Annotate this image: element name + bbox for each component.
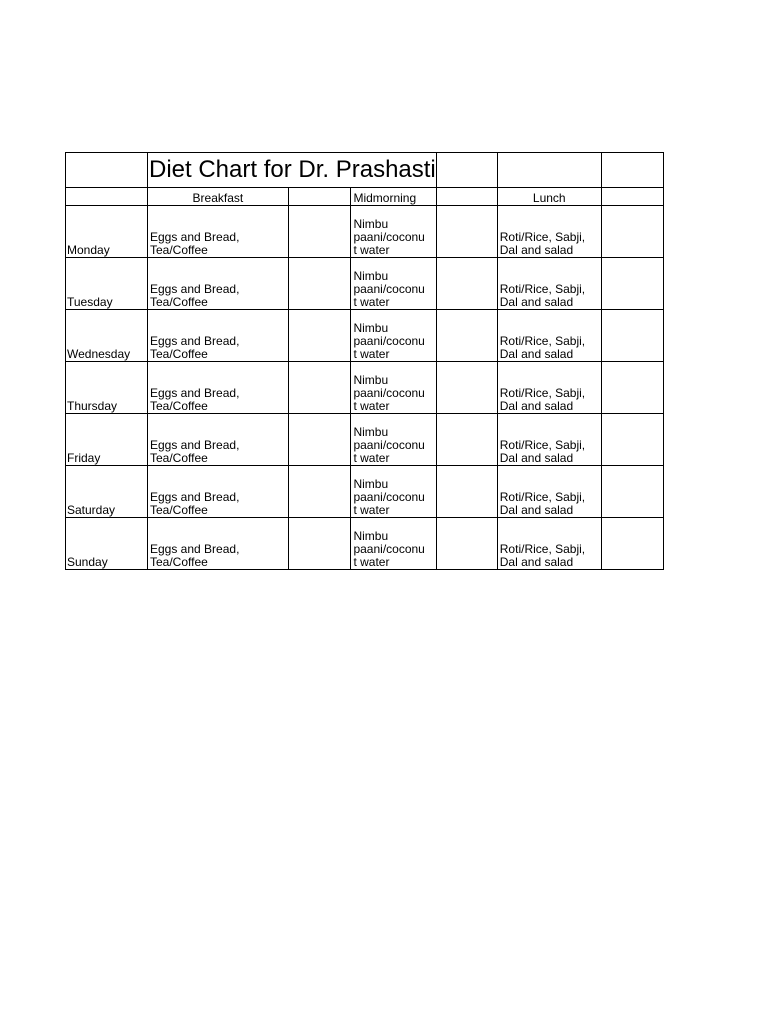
midmorning-cell xyxy=(351,258,436,310)
lunch-cell xyxy=(497,466,601,518)
cell-line: Tea/Coffee xyxy=(150,347,208,361)
lunch-cell xyxy=(497,362,601,414)
empty-header-cell xyxy=(66,188,148,206)
lunch-cell xyxy=(497,518,601,570)
cell-line: Tea/Coffee xyxy=(150,399,208,413)
cell-line: Nimbu xyxy=(353,321,389,335)
cell-line: Eggs and Bread, xyxy=(150,230,240,244)
lunch-cell xyxy=(497,414,601,466)
header-lunch: Lunch xyxy=(497,188,601,206)
breakfast-cell xyxy=(148,310,289,362)
table-row xyxy=(66,414,664,466)
cell-line: Nimbu xyxy=(353,269,389,283)
cell-line: Eggs and Bread, xyxy=(150,386,240,400)
day-cell: Wednesday xyxy=(66,310,148,362)
cell-line: Nimbu xyxy=(353,477,389,491)
cell-line: Roti/Rice, Sabji, xyxy=(499,490,586,504)
empty-cell xyxy=(66,153,148,188)
cell-line: Eggs and Bread, xyxy=(150,334,240,348)
lunch-cell xyxy=(497,258,601,310)
day-cell: Monday xyxy=(66,206,148,258)
empty-cell xyxy=(288,310,351,362)
empty-cell xyxy=(436,466,497,518)
cell-line: paani/coconu xyxy=(353,542,425,556)
midmorning-cell xyxy=(351,414,436,466)
midmorning-cell xyxy=(351,310,436,362)
empty-cell xyxy=(601,466,663,518)
table-row xyxy=(66,206,664,258)
cell-line: Dal and salad xyxy=(499,347,574,361)
title-row xyxy=(66,153,664,188)
breakfast-cell xyxy=(148,258,289,310)
empty-cell xyxy=(497,153,601,188)
midmorning-cell xyxy=(351,362,436,414)
cell-line: Dal and salad xyxy=(499,399,574,413)
empty-header-cell xyxy=(436,188,497,206)
cell-line: Dal and salad xyxy=(499,295,574,309)
empty-cell xyxy=(436,258,497,310)
table-row xyxy=(66,362,664,414)
empty-cell xyxy=(601,258,663,310)
empty-cell xyxy=(601,414,663,466)
cell-line: Eggs and Bread, xyxy=(150,282,240,296)
table-row xyxy=(66,518,664,570)
cell-line: t water xyxy=(353,451,390,465)
midmorning-cell xyxy=(351,206,436,258)
chart-title: Diet Chart for Dr. Prashasti xyxy=(148,153,437,188)
empty-cell xyxy=(601,362,663,414)
empty-header-cell xyxy=(288,188,351,206)
cell-line: Nimbu xyxy=(353,217,389,231)
cell-line: Roti/Rice, Sabji, xyxy=(499,542,586,556)
lunch-cell xyxy=(497,206,601,258)
header-row xyxy=(66,188,664,206)
midmorning-cell xyxy=(351,518,436,570)
empty-cell xyxy=(288,258,351,310)
cell-line: Roti/Rice, Sabji, xyxy=(499,438,586,452)
cell-line: Eggs and Bread, xyxy=(150,490,240,504)
cell-line: Roti/Rice, Sabji, xyxy=(499,282,586,296)
cell-line: paani/coconu xyxy=(353,386,425,400)
cell-line: t water xyxy=(353,243,390,257)
day-cell: Friday xyxy=(66,414,148,466)
header-breakfast: Breakfast xyxy=(148,188,289,206)
midmorning-cell xyxy=(351,466,436,518)
cell-line: Roti/Rice, Sabji, xyxy=(499,334,586,348)
cell-line: Dal and salad xyxy=(499,503,574,517)
cell-line: Dal and salad xyxy=(499,555,574,569)
cell-line: Dal and salad xyxy=(499,243,574,257)
day-cell: Tuesday xyxy=(66,258,148,310)
table-row xyxy=(66,258,664,310)
diet-chart-body xyxy=(66,153,664,570)
lunch-cell xyxy=(497,310,601,362)
cell-line: paani/coconu xyxy=(353,282,425,296)
cell-line: Nimbu xyxy=(353,373,389,387)
empty-cell xyxy=(601,153,663,188)
day-cell: Sunday xyxy=(66,518,148,570)
day-cell: Saturday xyxy=(66,466,148,518)
cell-line: t water xyxy=(353,399,390,413)
empty-cell xyxy=(288,206,351,258)
cell-line: paani/coconu xyxy=(353,438,425,452)
cell-line: Tea/Coffee xyxy=(150,555,208,569)
table-row xyxy=(66,466,664,518)
empty-cell xyxy=(436,310,497,362)
cell-line: t water xyxy=(353,295,390,309)
empty-cell xyxy=(436,362,497,414)
cell-line: Tea/Coffee xyxy=(150,503,208,517)
day-cell: Thursday xyxy=(66,362,148,414)
empty-cell xyxy=(288,362,351,414)
cell-line: Nimbu xyxy=(353,425,389,439)
breakfast-cell xyxy=(148,518,289,570)
empty-cell xyxy=(436,206,497,258)
table-row xyxy=(66,310,664,362)
empty-cell xyxy=(436,153,497,188)
cell-line: paani/coconu xyxy=(353,230,425,244)
cell-line: t water xyxy=(353,347,390,361)
empty-cell xyxy=(288,518,351,570)
breakfast-cell xyxy=(148,414,289,466)
breakfast-cell xyxy=(148,466,289,518)
cell-line: Roti/Rice, Sabji, xyxy=(499,386,586,400)
breakfast-cell xyxy=(148,362,289,414)
diet-chart-table xyxy=(65,152,664,570)
cell-line: Roti/Rice, Sabji, xyxy=(499,230,586,244)
cell-line: Nimbu xyxy=(353,529,389,543)
empty-cell xyxy=(601,310,663,362)
header-midmorning: Midmorning xyxy=(351,188,436,206)
empty-cell xyxy=(601,206,663,258)
cell-line: Tea/Coffee xyxy=(150,243,208,257)
cell-line: t water xyxy=(353,555,390,569)
breakfast-cell xyxy=(148,206,289,258)
cell-line: Tea/Coffee xyxy=(150,451,208,465)
empty-cell xyxy=(436,518,497,570)
empty-cell xyxy=(436,414,497,466)
cell-line: paani/coconu xyxy=(353,490,425,504)
empty-cell xyxy=(288,414,351,466)
empty-cell xyxy=(601,518,663,570)
empty-cell xyxy=(288,466,351,518)
cell-line: Tea/Coffee xyxy=(150,295,208,309)
cell-line: Dal and salad xyxy=(499,451,574,465)
empty-header-cell xyxy=(601,188,663,206)
cell-line: t water xyxy=(353,503,390,517)
cell-line: Eggs and Bread, xyxy=(150,542,240,556)
cell-line: paani/coconu xyxy=(353,334,425,348)
cell-line: Eggs and Bread, xyxy=(150,438,240,452)
